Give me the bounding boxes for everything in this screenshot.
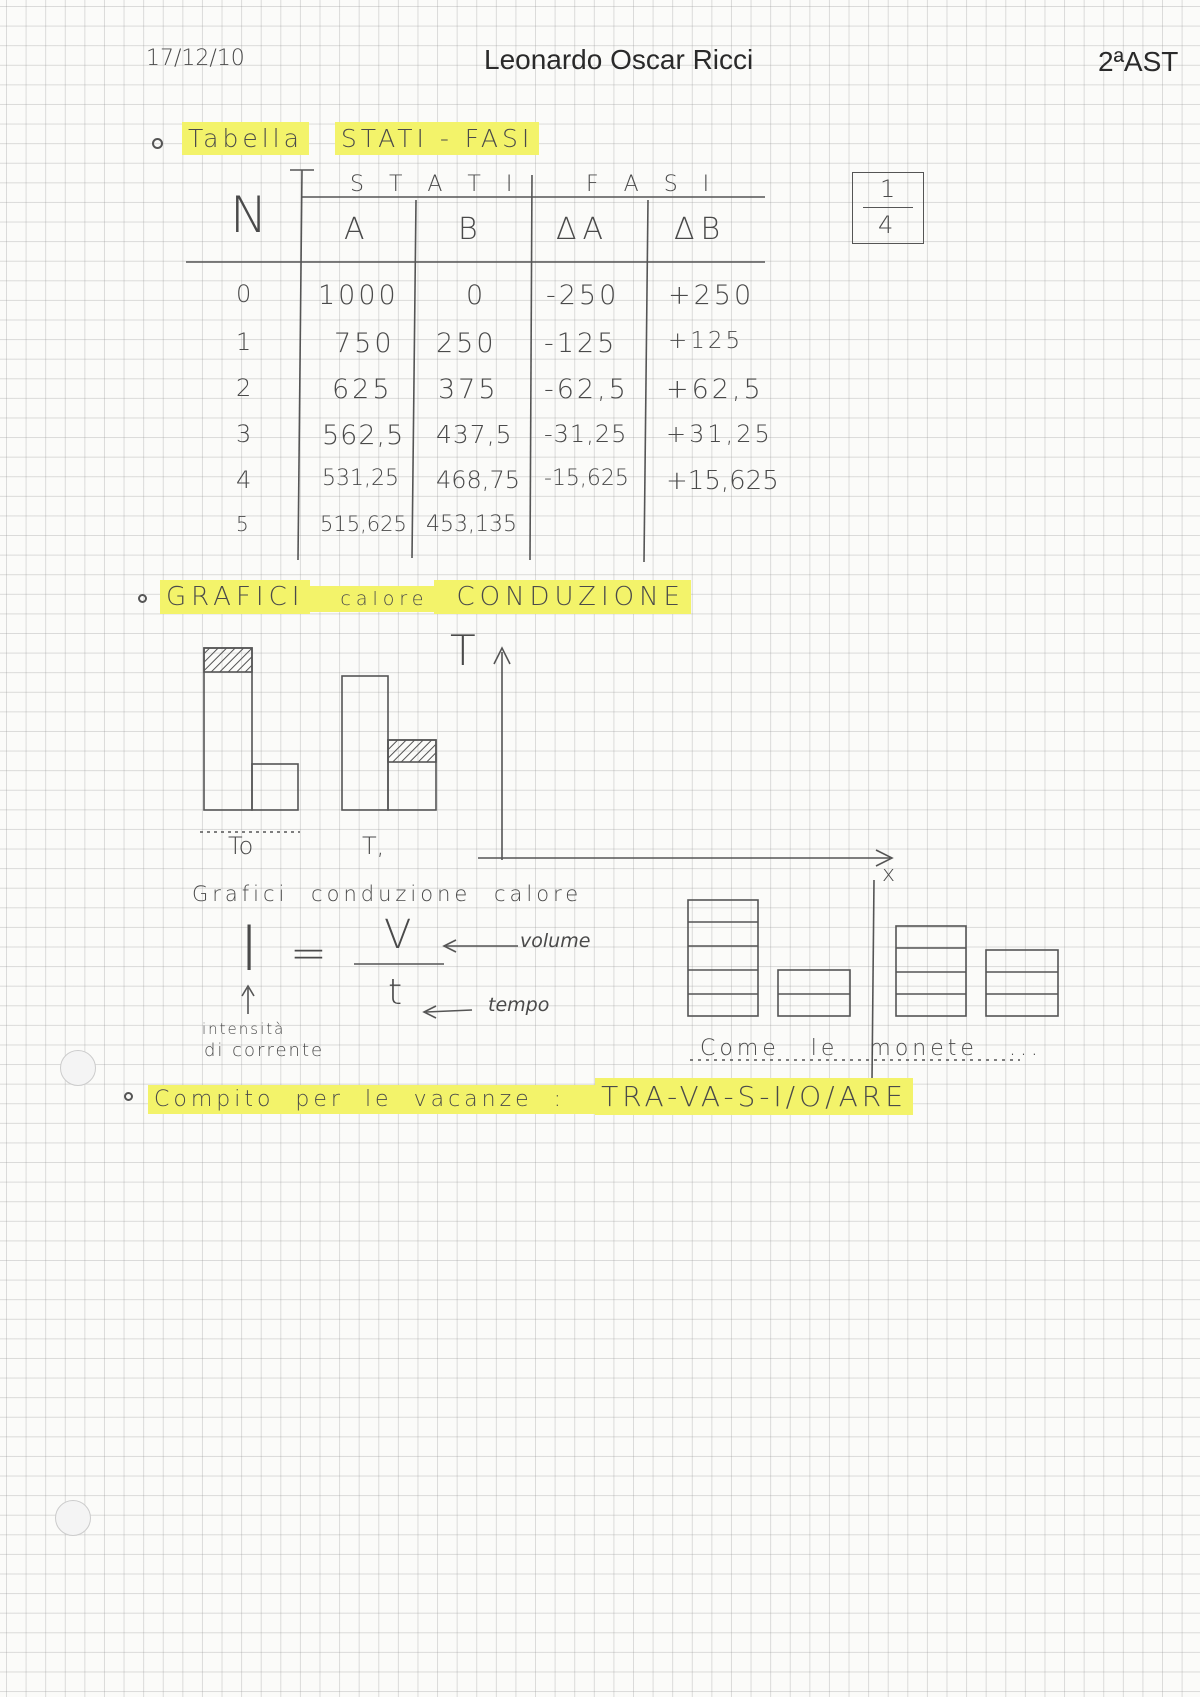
column-header-n: N [230,186,268,244]
cell-n: 1 [236,328,255,356]
cell-b: 375 [438,374,499,405]
title-stati-fasi: STATI - FASI [335,122,539,155]
bullet-3 [124,1092,133,1101]
cell-delta-b: +62,5 [666,374,764,405]
column-header-b: B [458,212,478,247]
note-time: tempo [488,994,550,1016]
cell-n: 4 [236,466,255,494]
title-grafici: GRAFICI [160,580,310,614]
note-intensity-line2: di corrente [204,1040,325,1061]
group-header-stati: S T A T I [350,172,522,197]
formula-intensity: I [240,912,259,985]
formula-time: t [388,972,403,1013]
title-tabella: Tabella [182,122,309,155]
student-name: Leonardo Oscar Ricci [484,44,754,75]
page-denominator: 4 [878,211,894,239]
cell-delta-b: +250 [668,280,755,311]
cell-n: 5 [236,512,252,536]
cell-delta-a: -31,25 [544,420,628,448]
cell-a: 515,625 [320,512,407,536]
cell-delta-a: -250 [546,280,620,311]
cell-a: 1000 [318,280,399,311]
homework-label: Compito per le vacanze : [148,1085,595,1114]
cell-a: 625 [332,374,393,405]
note-intensity-line1: intensità [202,1020,286,1038]
graph-subtitle: Grafici conduzione calore [192,882,583,906]
cell-delta-b: +31,25 [666,420,773,448]
cell-b: 0 [466,280,487,311]
cell-delta-b: +125 [668,328,744,354]
cell-b: 250 [436,328,497,359]
column-header-delta-b: ΔB [674,212,727,247]
cell-n: 0 [236,280,255,308]
group-header-fasi: F A S I [586,172,719,197]
axis-label-x: x [882,862,896,887]
coins-caption: Come le monete ... [700,1036,1042,1061]
cell-a: 562,5 [322,420,405,451]
formula-equals: = [290,928,327,979]
cell-n: 3 [236,420,255,448]
cell-delta-a: -125 [544,328,618,359]
cell-n: 2 [236,374,255,402]
cell-b: 453,135 [426,512,517,537]
note-volume: volume [520,930,591,952]
label-t0: To [228,832,254,860]
axis-label-t: T [450,626,476,675]
date-label: 17/12/10 [146,46,245,71]
homework-word: TRA-VA-S-I/O/ARE [595,1078,913,1115]
cell-delta-a: -15,625 [544,466,629,491]
cell-delta-b: +15,625 [666,466,779,496]
cell-b: 437,5 [436,420,513,449]
cell-a: 531,25 [322,466,399,491]
column-header-delta-a: ΔA [556,212,610,247]
cell-a: 750 [334,328,395,359]
page-numerator: 1 [880,175,896,203]
cell-delta-a: -62,5 [544,374,629,405]
title-calore: calore [310,586,434,612]
homework-line [148,1080,913,1113]
formula-volume: V [384,912,412,958]
label-t1: T, [362,832,385,860]
title-conduzione: CONDUZIONE [434,580,690,614]
class-label: 2ªAST [1098,46,1179,77]
column-header-a: A [344,212,365,247]
cell-b: 468,75 [436,466,520,494]
